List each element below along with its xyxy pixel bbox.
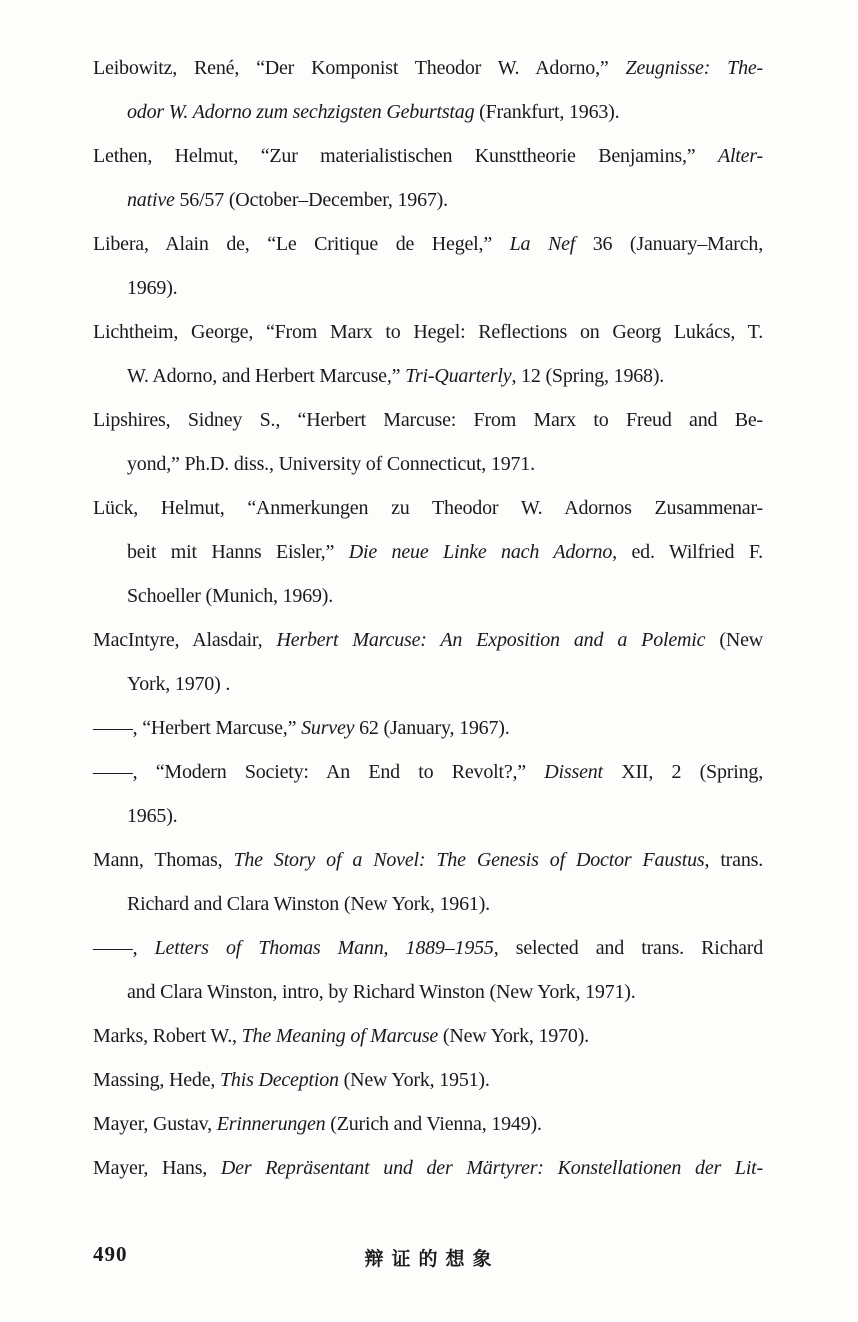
bibliography-entry: [93, 222, 763, 310]
bibliography-line: Libera, Alain de, “Le Critique de Hegel,” La Nef 36 (January–March,: [93, 233, 763, 255]
bibliography-line: Lipshires, Sidney S., “Herbert Marcuse: From Marx to Freud and Be-: [93, 409, 763, 431]
bibliography-line: Massing, Hede, This Deception (New York, 1951).: [93, 1069, 490, 1091]
bibliography-line: W. Adorno, and Herbert Marcuse,” Tri-Quarterly, 12 (Spring, 1968).: [127, 365, 665, 387]
bibliography-line: yond,” Ph.D. diss., University of Connecticut, 1971.: [127, 453, 535, 475]
bibliography-line: Mayer, Hans, Der Repräsentant und der Märtyrer: Konstellationen der Lit-: [93, 1157, 763, 1179]
bibliography-entry: [93, 1146, 763, 1190]
page-footer: [93, 1242, 763, 1274]
bibliography-entry: [93, 1102, 763, 1146]
bibliography-entry: [93, 134, 763, 222]
page-number: 490: [93, 1242, 128, 1266]
bibliography-line: Leibowitz, René, “Der Komponist Theodor W. Adorno,” Zeugnisse: The-: [93, 57, 764, 79]
bibliography-entry: [93, 1058, 763, 1102]
bibliography-entry: [93, 926, 763, 1014]
bibliography-entry: [93, 618, 763, 706]
bibliography-line: MacIntyre, Alasdair, Herbert Marcuse: An Exposition and a Polemic (New: [93, 629, 763, 651]
bibliography-entry: [93, 1014, 763, 1058]
bibliography-line: ——, Letters of Thomas Mann, 1889–1955, selected and trans. Richard: [93, 937, 764, 959]
bibliography-line: Lichtheim, George, “From Marx to Hegel: Reflections on Georg Lukács, T.: [93, 321, 763, 343]
bibliography-line: ——, “Herbert Marcuse,” Survey 62 (January, 1967).: [93, 717, 510, 739]
bibliography-line: ——, “Modern Society: An End to Revolt?,” Dissent XII, 2 (Spring,: [93, 761, 763, 783]
bibliography-line: York, 1970) .: [127, 673, 231, 695]
bibliography-line: beit mit Hanns Eisler,” Die neue Linke nach Adorno, ed. Wilfried F.: [127, 541, 763, 563]
bibliography-entry: [93, 398, 763, 486]
bibliography-line: and Clara Winston, intro, by Richard Winston (New York, 1971).: [127, 981, 636, 1003]
bibliography-line: Richard and Clara Winston (New York, 1961).: [127, 893, 490, 915]
bibliography-entry: [93, 310, 763, 398]
bibliography-line: Marks, Robert W., The Meaning of Marcuse (New York, 1970).: [93, 1025, 589, 1047]
running-title: 辩证的想象: [364, 1249, 500, 1270]
bibliography-entry: [93, 706, 763, 750]
bibliography-entry: [93, 486, 763, 618]
bibliography-line: 1965).: [127, 805, 178, 827]
bibliography-line: 1969).: [127, 277, 178, 299]
bibliography-line: odor W. Adorno zum sechzigsten Geburtstag (Frankfurt, 1963).: [127, 101, 620, 123]
bibliography-entry: [93, 750, 763, 838]
bibliography-line: Lethen, Helmut, “Zur materialistischen Kunsttheorie Benjamins,” Alter-: [93, 145, 763, 167]
bibliography-entry: [93, 838, 763, 926]
bibliography-line: Schoeller (Munich, 1969).: [127, 585, 334, 607]
bibliography-line: native 56/57 (October–December, 1967).: [127, 189, 448, 211]
bibliography-line: Lück, Helmut, “Anmerkungen zu Theodor W. Adornos Zusammenar-: [93, 497, 763, 519]
bibliography-list: [93, 46, 763, 1190]
bibliography-line: Mann, Thomas, The Story of a Novel: The Genesis of Doctor Faustus, trans.: [93, 849, 763, 871]
bibliography-line: Mayer, Gustav, Erinnerungen (Zurich and Vienna, 1949).: [93, 1113, 542, 1135]
bibliography-entry: [93, 46, 763, 134]
